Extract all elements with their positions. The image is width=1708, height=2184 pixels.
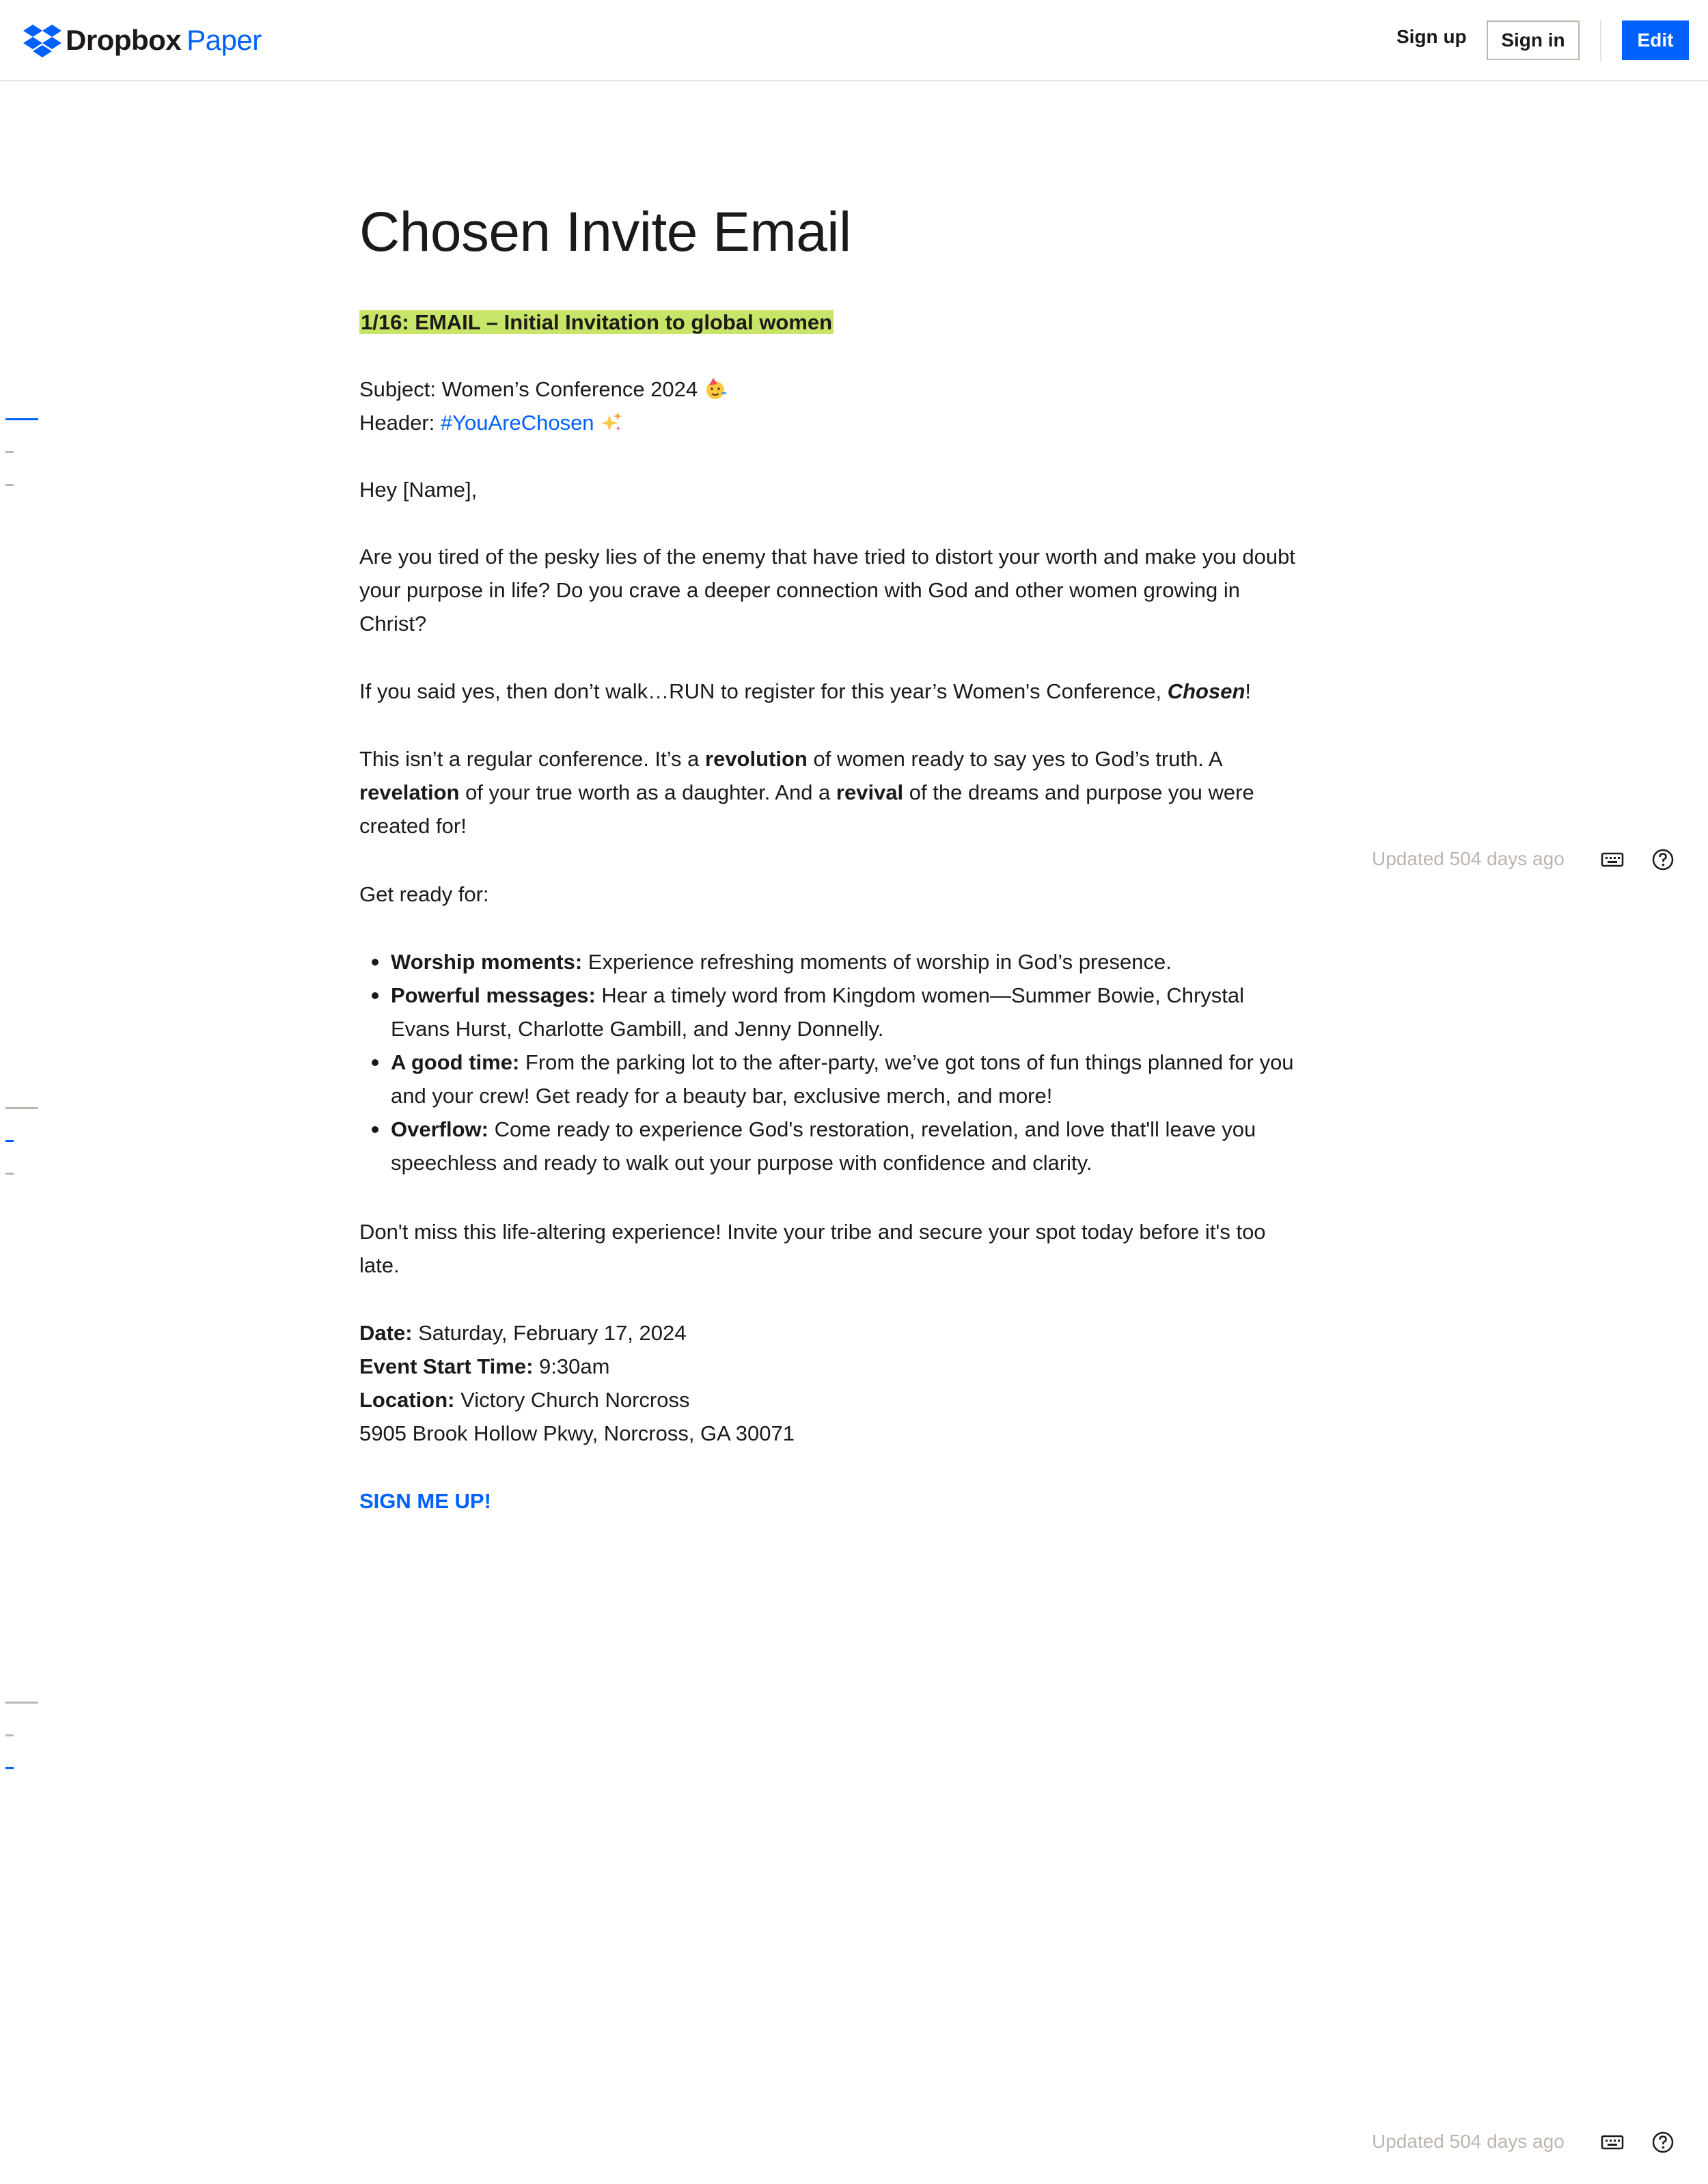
subject-text: Subject: Women’s Conference 2024: [359, 377, 698, 401]
help-icon[interactable]: [1649, 846, 1677, 873]
paragraph-intro[interactable]: Are you tired of the pesky lies of the enemy that have tried to distort your worth and make you doubt your purpose in life? Do you crave a deeper connection with God and other women growing in Christ?: [359, 545, 1295, 636]
paragraph-text: of women ready to say yes to God’s truth. A: [807, 747, 1222, 771]
paragraph-text: !: [1245, 679, 1252, 703]
paragraph-text: This isn’t a regular conference. It’s a: [359, 747, 706, 771]
outline-mark[interactable]: [5, 1702, 38, 1704]
header-divider: [1600, 21, 1601, 62]
list-item-label: A good time:: [391, 1050, 520, 1074]
outline-mark[interactable]: [5, 1107, 38, 1109]
hashtag-link[interactable]: #YouAreChosen: [440, 411, 594, 435]
sparkles-emoji-icon: [600, 410, 623, 443]
time-label: Event Start Time:: [359, 1354, 534, 1378]
list-item[interactable]: [359, 1046, 1302, 1113]
feature-list: [359, 945, 1302, 1179]
updated-status: Updated 504 days ago: [1372, 2131, 1565, 2152]
get-ready-line[interactable]: Get ready for:: [359, 882, 489, 906]
sign-up-link[interactable]: Sign up: [1396, 26, 1467, 47]
dropbox-paper-logo[interactable]: [23, 22, 262, 59]
list-item-text: Come ready to experience God's restoration, revelation, and love that'll leave you speechless and ready to walk out your purpose with confidence and clarity.: [391, 1117, 1256, 1175]
location-label: Location:: [359, 1388, 455, 1412]
sign-me-up-link[interactable]: SIGN ME UP!: [359, 1489, 491, 1513]
paragraph-revolution[interactable]: [359, 742, 1302, 843]
brand-product: Paper: [187, 24, 262, 56]
list-item-text: Experience refreshing moments of worship in God’s presence.: [582, 950, 1172, 974]
event-date[interactable]: [359, 1316, 1302, 1350]
top-bar: [0, 0, 1708, 81]
outline-mark[interactable]: [5, 1767, 14, 1769]
outline-mark[interactable]: [5, 1173, 14, 1175]
subject-line[interactable]: [359, 372, 1302, 410]
list-item[interactable]: [359, 945, 1302, 979]
list-item-label: Worship moments:: [391, 950, 583, 974]
header-prefix: Header:: [359, 411, 441, 435]
bold-word: revolution: [705, 747, 808, 771]
sign-in-button[interactable]: Sign in: [1487, 21, 1580, 60]
list-item[interactable]: [359, 1113, 1302, 1179]
outline-mark[interactable]: [5, 1734, 14, 1736]
list-item-text: From the parking lot to the after-party, we’ve got tons of fun things planned for you and your crew! Get ready for a beauty bar, exclusive merch, and more!: [391, 1050, 1294, 1108]
bold-word: revelation: [359, 780, 460, 804]
bold-word: revival: [836, 780, 904, 804]
greeting[interactable]: Hey [Name],: [359, 478, 478, 502]
keyboard-icon[interactable]: [1599, 846, 1626, 873]
party-face-emoji-icon: [704, 377, 727, 410]
paragraph-text: of the dreams and purpose you were created for!: [359, 780, 1254, 838]
time-value: 9:30am: [533, 1354, 610, 1378]
updated-status: Updated 504 days ago: [1372, 848, 1565, 869]
conference-name: Chosen: [1167, 679, 1245, 703]
outline-mark[interactable]: [5, 1140, 14, 1142]
dropbox-logo-icon: [23, 23, 61, 57]
event-location[interactable]: [359, 1383, 1302, 1417]
list-item[interactable]: [359, 979, 1302, 1046]
paragraph-text: If you said yes, then don’t walk…RUN to register for this year’s Women's Conference,: [359, 679, 1168, 703]
header-line[interactable]: [359, 406, 1302, 443]
outline-mark[interactable]: [5, 484, 14, 486]
paragraph-register[interactable]: [359, 674, 1302, 708]
event-time[interactable]: [359, 1350, 1302, 1383]
keyboard-icon[interactable]: [1599, 2129, 1626, 2156]
document-title[interactable]: Chosen Invite Email: [359, 201, 851, 263]
help-icon[interactable]: [1649, 2129, 1677, 2156]
date-value: Saturday, February 17, 2024: [412, 1321, 687, 1345]
paragraph-text: of your true worth as a daughter. And a: [459, 780, 836, 804]
outline-mark[interactable]: [5, 451, 14, 453]
event-address[interactable]: 5905 Brook Hollow Pkwy, Norcross, GA 30071: [359, 1421, 795, 1445]
edit-button[interactable]: Edit: [1622, 21, 1689, 60]
list-item-label: Powerful messages:: [391, 983, 596, 1007]
list-item-text: Hear a timely word from Kingdom women—Summer Bowie, Chrystal Evans Hurst, Charlotte Gambill, and Jenny Donnelly.: [391, 983, 1245, 1041]
date-label: Date:: [359, 1321, 413, 1345]
location-value: Victory Church Norcross: [454, 1388, 690, 1412]
highlight-text: 1/16: EMAIL – Initial Invitation to global women: [361, 310, 833, 334]
paragraph-cta[interactable]: Don't miss this life-altering experience! Invite your tribe and secure your spot today before it's too late.: [359, 1220, 1266, 1277]
outline-mark[interactable]: [5, 418, 38, 420]
list-item-label: Overflow:: [391, 1117, 488, 1141]
highlighted-heading[interactable]: [359, 305, 1302, 339]
brand-name: Dropbox: [66, 24, 182, 56]
